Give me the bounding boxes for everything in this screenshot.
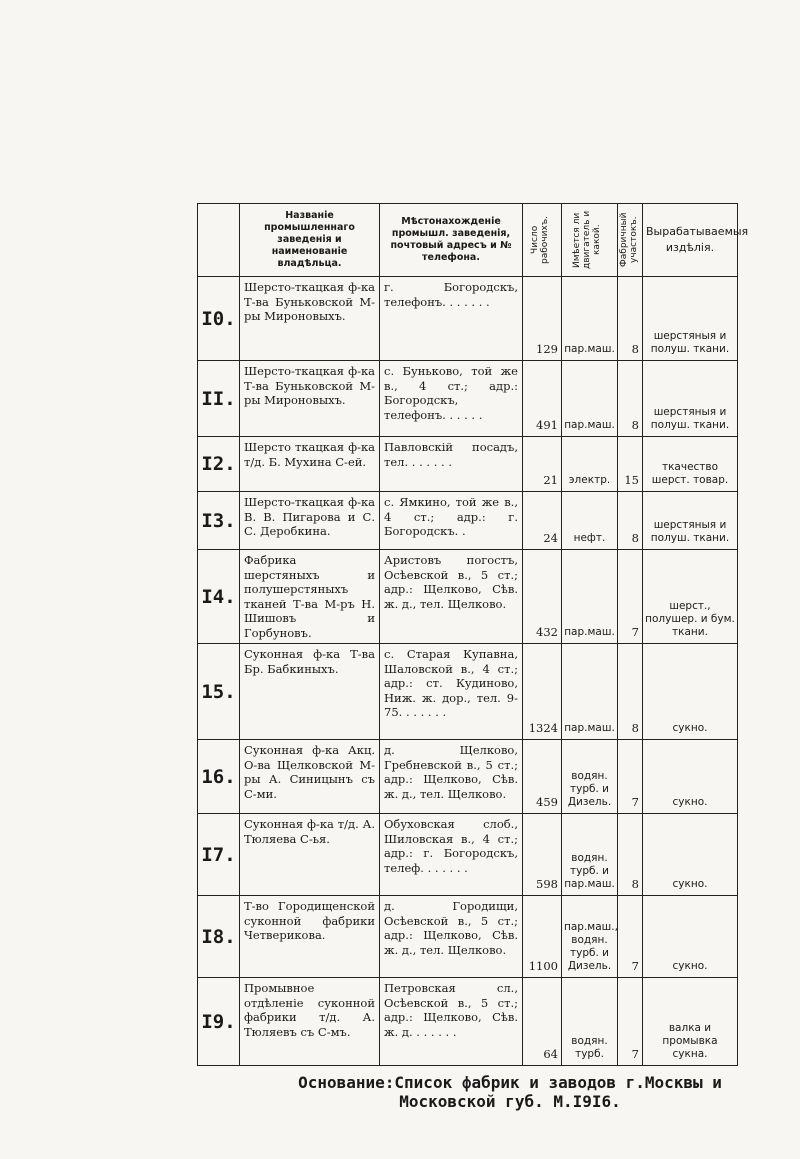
row-number: 16. — [198, 740, 240, 814]
header-number-column — [198, 204, 240, 277]
district-number: 8 — [618, 361, 643, 437]
engine-type: пар.маш. — [562, 277, 618, 361]
row-number: I0. — [198, 277, 240, 361]
table-row — [198, 740, 738, 814]
factory-name: Т-во Городищенской суконной фабрики Четверикова. — [240, 896, 380, 978]
worker-count: 24 — [523, 492, 562, 550]
table-row — [198, 277, 738, 361]
row-number: II. — [198, 361, 240, 437]
footer-line-1: Основание:Список фабрик и заводов г.Москвы и — [298, 1073, 722, 1092]
factory-name: Фабрика шерстяныхъ и полушерстяныхъ тканей Т-ва М-ръ Н. Шишовъ и Горбуновъ. — [240, 550, 380, 644]
row-number: I4. — [198, 550, 240, 644]
worker-count: 432 — [523, 550, 562, 644]
factory-location: г. Богородскъ, телефонъ. . . . . . . — [380, 277, 523, 361]
district-number: 7 — [618, 978, 643, 1066]
factory-name: Суконная ф-ка т/д. А. Тюляева С-ья. — [240, 814, 380, 896]
factory-name: Шерсто-ткацкая ф-ка В. В. Пигарова и С. С. Деробкина. — [240, 492, 380, 550]
engine-type: пар.маш. — [562, 550, 618, 644]
engine-type: электр. — [562, 437, 618, 492]
engine-type: пар.маш., водян. турб. и Дизель. — [562, 896, 618, 978]
header-workers-cell — [523, 204, 562, 277]
engine-type: пар.маш. — [562, 644, 618, 740]
products: валка и промывка сукна. — [643, 978, 738, 1066]
header-products: Вырабатываемыя издѣлія. — [643, 204, 738, 277]
factory-location: д. Щелково, Гребневской в., 5 ст.; адр.: Щелково, Сѣв. ж. д., тел. Щелково. — [380, 740, 523, 814]
worker-count: 459 — [523, 740, 562, 814]
table-row — [198, 437, 738, 492]
factory-name: Суконная ф-ка Акц. О-ва Щелковской М-ры А. Синицынъ съ С-ми. — [240, 740, 380, 814]
table-row — [198, 361, 738, 437]
products: сукно. — [643, 896, 738, 978]
worker-count: 598 — [523, 814, 562, 896]
factory-name: Суконная ф-ка Т-ва Бр. Бабкиныхъ. — [240, 644, 380, 740]
row-number: I8. — [198, 896, 240, 978]
factory-location: с. Старая Купавна, Шаловской в., 4 ст.; адр.: ст. Кудиново, Ниж. ж. дор., тел. 9-75. . . . . . . — [380, 644, 523, 740]
table-row — [198, 550, 738, 644]
row-number: I3. — [198, 492, 240, 550]
products: сукно. — [643, 644, 738, 740]
factory-name: Шерсто ткацкая ф-ка т/д. Б. Мухина С-ей. — [240, 437, 380, 492]
table-row — [198, 492, 738, 550]
products: шерстяныя и полуш. ткани. — [643, 277, 738, 361]
factory-table — [197, 203, 749, 1066]
factory-location: Аристовъ погостъ, Осѣевской в., 5 ст.; адр.: Щелково, Сѣв. ж. д., тел. Щелково. — [380, 550, 523, 644]
worker-count: 1324 — [523, 644, 562, 740]
engine-type: водян. турб. и Дизель. — [562, 740, 618, 814]
table-row — [198, 814, 738, 896]
header-row — [198, 204, 738, 277]
products: шерстяныя и полуш. ткани. — [643, 492, 738, 550]
factory-location: с. Буньково, той же в., 4 ст.; адр.: Богородскъ, телефонъ. . . . . . — [380, 361, 523, 437]
factory-name: Шерсто-ткацкая ф-ка Т-ва Буньковской М-ры Мироновыхъ. — [240, 277, 380, 361]
row-number: I2. — [198, 437, 240, 492]
products: шерст., полушер. и бум. ткани. — [643, 550, 738, 644]
header-district-cell — [618, 204, 643, 277]
table-row — [198, 896, 738, 978]
factory-name: Шерсто-ткацкая ф-ка Т-ва Буньковской М-ры Мироновыхъ. — [240, 361, 380, 437]
header-district: Фабричный участокъ. — [619, 212, 639, 268]
table-row — [198, 644, 738, 740]
worker-count: 1100 — [523, 896, 562, 978]
source-footer — [275, 1073, 745, 1111]
worker-count: 64 — [523, 978, 562, 1066]
worker-count: 21 — [523, 437, 562, 492]
header-workers: Число рабочихъ. — [530, 216, 550, 264]
factory-location: д. Городищи, Осѣевской в., 5 ст.; адр.: Щелково, Сѣв. ж. д., тел. Щелково. — [380, 896, 523, 978]
header-name: Названіе промышленнаго заведенія и наименованіе владѣльца. — [240, 204, 380, 277]
engine-type: водян. турб. и пар.маш. — [562, 814, 618, 896]
worker-count: 129 — [523, 277, 562, 361]
factory-location: с. Ямкино, той же в., 4 ст.; адр.: г. Богородскъ. . — [380, 492, 523, 550]
engine-type: водян. турб. — [562, 978, 618, 1066]
worker-count: 491 — [523, 361, 562, 437]
row-number: I7. — [198, 814, 240, 896]
products: ткачество шерст. товар. — [643, 437, 738, 492]
district-number: 8 — [618, 644, 643, 740]
engine-type: пар.маш. — [562, 361, 618, 437]
header-location: Мѣстонахожденіе промышл. заведенія, почтовый адресъ и № телефона. — [380, 204, 523, 277]
district-number: 7 — [618, 740, 643, 814]
row-number: I9. — [198, 978, 240, 1066]
factory-location: Павловскій посадъ, тел. . . . . . . — [380, 437, 523, 492]
engine-type: нефт. — [562, 492, 618, 550]
factory-location: Обуховская слоб., Шиловская в., 4 ст.; адр.: г. Богородскъ, телеф. . . . . . . — [380, 814, 523, 896]
table-row — [198, 978, 738, 1066]
footer-line-2: Московской губ. М.I9I6. — [399, 1092, 621, 1111]
district-number: 7 — [618, 550, 643, 644]
district-number: 15 — [618, 437, 643, 492]
district-number: 8 — [618, 492, 643, 550]
header-engine-cell — [562, 204, 618, 277]
products: сукно. — [643, 740, 738, 814]
products: сукно. — [643, 814, 738, 896]
factory-name: Промывное отдѣленіе суконной фабрики т/д. А. Тюляевъ съ С-мъ. — [240, 978, 380, 1066]
district-number: 8 — [618, 814, 643, 896]
products: шерстяныя и полуш. ткани. — [643, 361, 738, 437]
district-number: 7 — [618, 896, 643, 978]
header-engine: Имѣется ли двигатель и какой. — [571, 210, 602, 270]
row-number: 15. — [198, 644, 240, 740]
district-number: 8 — [618, 277, 643, 361]
factory-location: Петровская сл., Осѣевской в., 5 ст.; адр.: Щелково, Сѣв. ж. д. . . . . . . — [380, 978, 523, 1066]
